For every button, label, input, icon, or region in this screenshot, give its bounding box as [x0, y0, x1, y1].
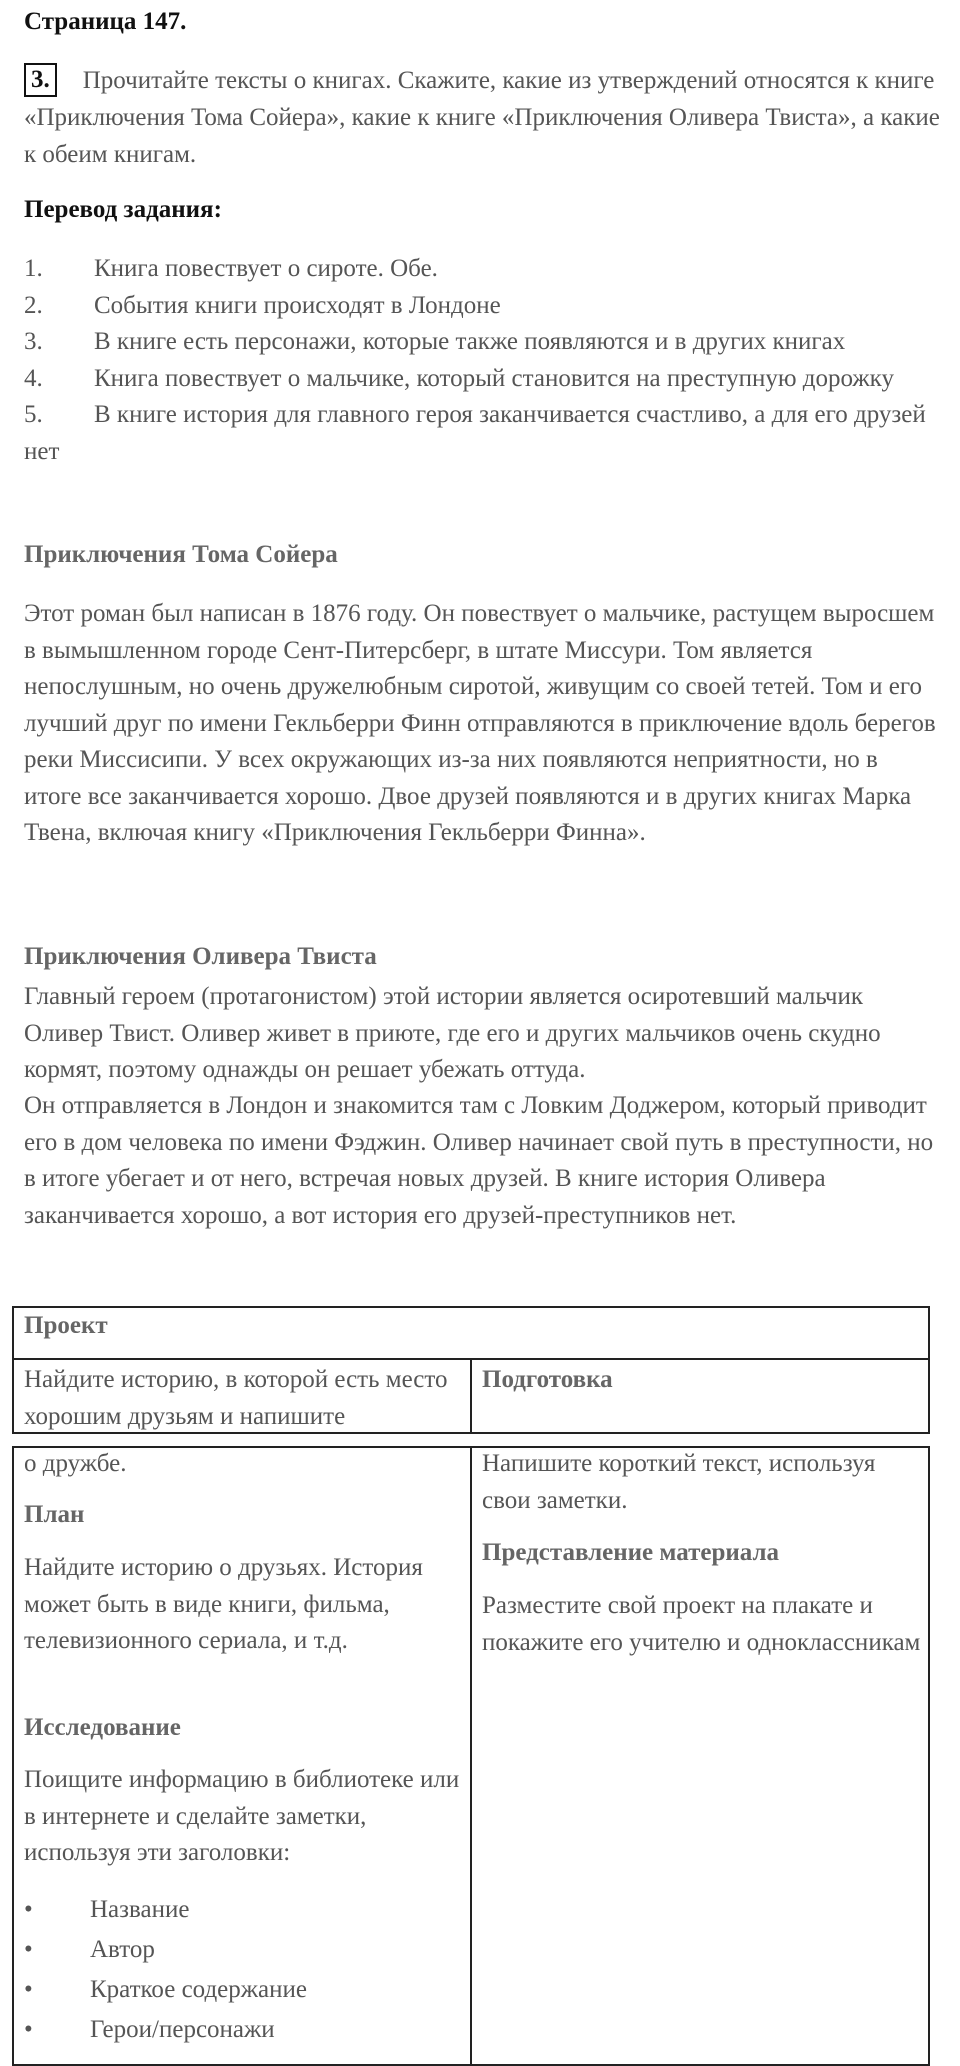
project-intro: Найдите историю, в которой есть место хорошим друзьям и напишите [24, 1366, 448, 1430]
bullet-item: • Герои/персонажи [24, 2016, 275, 2043]
oliver-twist-text-1: Главный героем (протагонистом) этой истории является осиротевший мальчик Оливер Твист. Оливер живет в приюте, где его и других мальчиков очень скудно кормят, поэтому однажды он решает убежать оттуда. [24, 983, 881, 1083]
plan-title: План [24, 1501, 85, 1528]
table-divider [470, 1446, 472, 2066]
research-title: Исследование [24, 1714, 181, 1741]
preparation-title: Подготовка [482, 1366, 613, 1393]
oliver-twist-text-2: Он отправляется в Лондон и знакомится там с Ловким Доджером, который приводит его в дом человека по имени Фэджин. Оливер начинает свой путь в преступности, но в итоге убегает и от него, встречая новых друзей. В книге история Оливера заканчивается хорошо, а вот история его друзей-преступников нет. [24, 1092, 934, 1229]
statement-item: 5. В книге история для главного героя заканчивается счастливо, а для его друзей нет [24, 401, 926, 465]
tom-sawyer-title: Приключения Тома Сойера [24, 541, 338, 568]
task-text: Прочитайте тексты о книгах. Скажите, какие из утверждений относятся к книге «Приключения Тома Сойера», какие к книге «Приключения Оливера Твиста», а какие к обеим книгам. [24, 67, 940, 168]
project-title: Проект [24, 1312, 108, 1339]
presentation-title: Представление материала [482, 1539, 780, 1566]
preparation-text: Напишите короткий текст, используя свои заметки. [482, 1450, 876, 1514]
statement-item: 2. События книги происходят в Лондоне [24, 291, 501, 319]
bullet-item: • Название [24, 1896, 190, 1923]
page-number-heading: Страница 147. [24, 8, 187, 35]
task-number-box: 3. [24, 63, 57, 97]
tom-sawyer-text: Этот роман был написан в 1876 году. Он повествует о мальчике, растущем выросшем в вымышленном городе Сент-Питерсберг, в штате Миссури. Том является непослушным, но очень дружелюбным сиротой, живущим со своей тетей. Том и его лучший друг по имени Гекльберри Финн отправляются в приключение вдоль берегов реки Миссисипи. У всех окружающих из-за них появляются неприятности, но в итоге все заканчивается хорошо. Двое друзей появляются и в других книгах Марка Твена, включая книгу «Приключения Гекльберри Финна». [24, 600, 936, 846]
plan-text: Найдите историю о друзьях. История может быть в виде книги, фильма, телевизионного сериала, и т.д. [24, 1554, 423, 1654]
statement-item: 3. В книге есть персонажи, которые также появляются и в других книгах [24, 328, 846, 355]
task-instruction [24, 62, 944, 173]
project-intro-continued: о дружбе. [24, 1450, 127, 1477]
statement-item: 4. Книга повествует о мальчике, который становится на преступную дорожку [24, 364, 894, 392]
statement-list [24, 251, 944, 470]
research-text: Поищите информацию в библиотеке или в интернете и сделайте заметки, используя эти заголовки: [24, 1766, 460, 1866]
bullet-item: • Автор [24, 1936, 155, 1963]
bullet-item: • Краткое содержание [24, 1976, 307, 2003]
translation-title: Перевод задания: [24, 196, 222, 223]
statement-item: 1. Книга повествует о сироте. Обе. [24, 255, 438, 282]
oliver-twist-title: Приключения Оливера Твиста [24, 943, 377, 970]
table-divider [470, 1358, 472, 1434]
presentation-text: Разместите свой проект на плакате и покажите его учителю и одноклассникам [482, 1592, 921, 1656]
research-bullet-list [24, 1890, 307, 2050]
